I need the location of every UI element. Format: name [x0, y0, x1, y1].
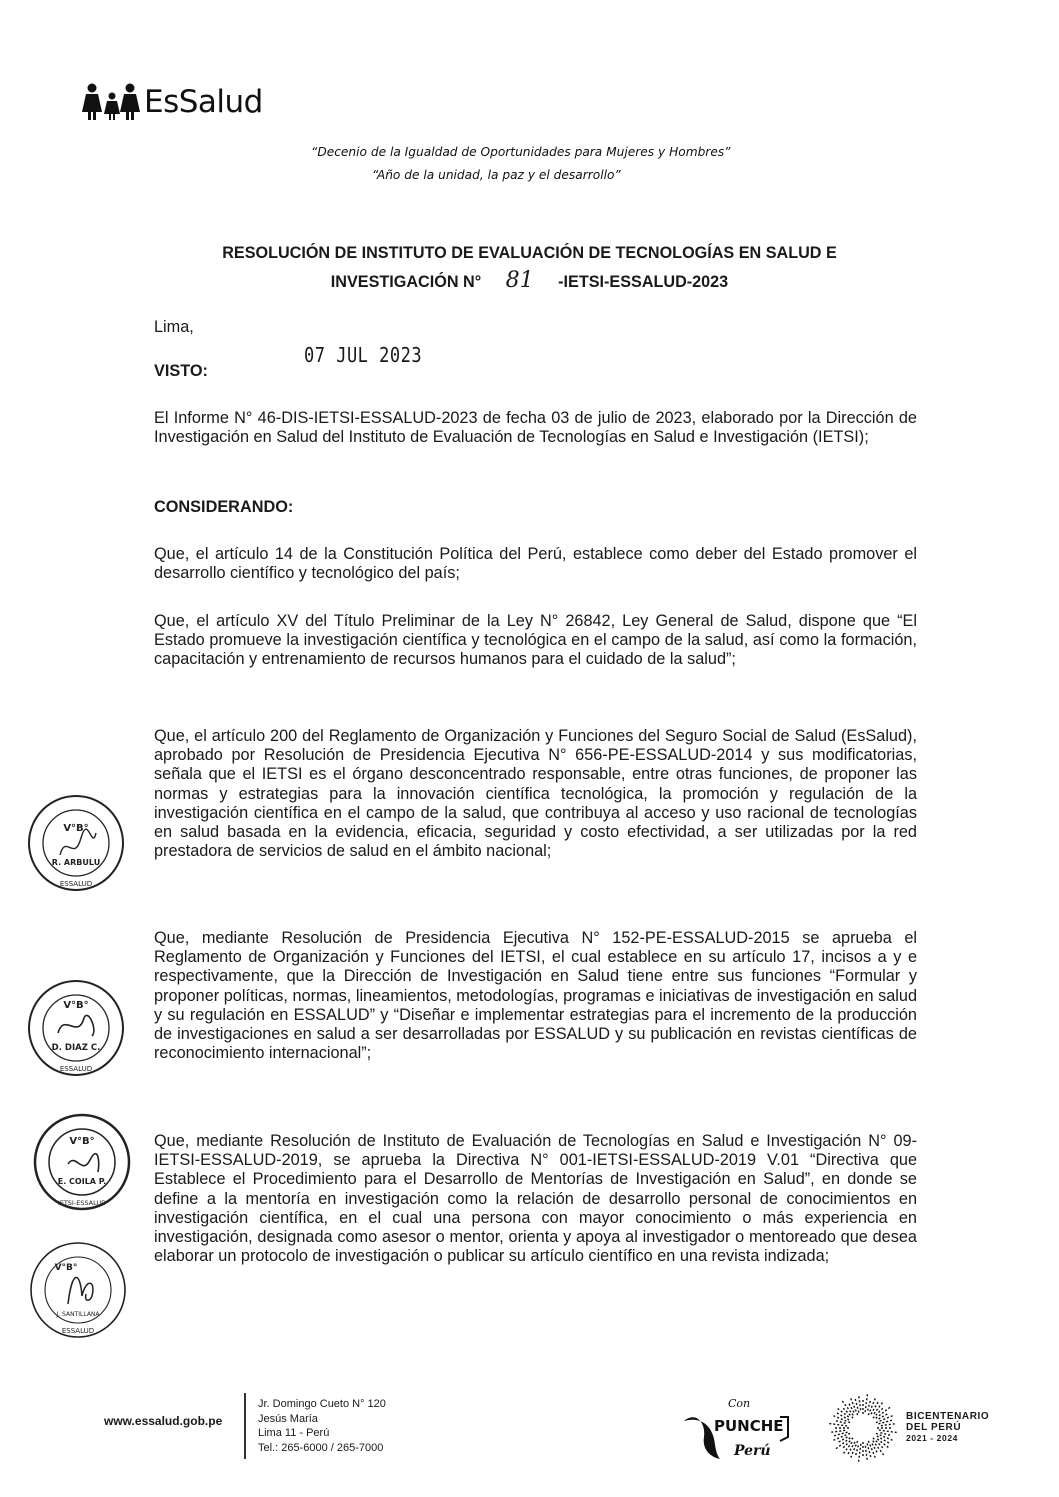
- date-stamp: 07 JUL 2023: [304, 344, 423, 368]
- visto-label: VISTO:: [154, 362, 208, 380]
- footer-address: [258, 1397, 386, 1455]
- bicentenario-line-1: BICENTENARIO: [906, 1411, 990, 1422]
- title-line-2: [0, 267, 1059, 296]
- slogan-decenio: “Decenio de la Igualdad de Oportunidades para Mujeres y Hombres”: [311, 145, 731, 159]
- address-line-4: Tel.: 265-6000 / 265-7000: [258, 1441, 384, 1454]
- considerando-label: CONSIDERANDO:: [154, 498, 294, 516]
- footer-website: www.essalud.gob.pe: [104, 1414, 223, 1428]
- campaign-small: Con: [728, 1397, 751, 1410]
- stamp-vb: V°B°: [63, 1000, 89, 1011]
- approval-stamp-diaz: [26, 978, 126, 1083]
- stamp-bottom: IETSI-ESSALUD: [57, 1199, 107, 1207]
- visto-text: El Informe N° 46-DIS-IETSI-ESSALUD-2023 de fecha 03 de julio de 2023, elaborado por la Dirección de Investigación en Salud del Instituto de Evaluación de Tecnologías en Salud e Investigación (IETSI);: [154, 409, 917, 447]
- paragraph-2: Que, el artículo XV del Título Preliminar de la Ley N° 26842, Ley General de Salud, dispone que “El Estado promueve la investigación científica y tecnológica en el campo de la salud, así como la formación, capacitación y entrenamiento de recursos humanos para el cuidado de la salud”;: [154, 612, 917, 669]
- address-line-1: Jr. Domingo Cueto N° 120: [258, 1398, 386, 1410]
- paragraph-1: Que, el artículo 14 de la Constitución Política del Perú, establece como deber del Estado promover el desarrollo científico y tecnológico del país;: [154, 545, 917, 583]
- bicentenario-line-3: 2021 - 2024: [906, 1433, 958, 1443]
- handwritten-resolution-number: 81: [505, 268, 534, 293]
- stamp-vb: V°B°: [63, 823, 89, 834]
- footer-divider: [244, 1393, 246, 1459]
- bicentenario-line-2: DEL PERÚ: [906, 1422, 962, 1433]
- title-line-1: RESOLUCIÓN DE INSTITUTO DE EVALUACIÓN DE TECNOLOGÍAS EN SALUD E: [222, 244, 837, 262]
- paragraph-4: Que, mediante Resolución de Presidencia Ejecutiva N° 152-PE-ESSALUD-2015 se aprueba el Reglamento de Organización y Funciones del IETSI, el cual establece en su artículo 17, incisos a y e respectivamente, que la Dirección de Investigación en Salud tiene entre sus funciones “Formular y proponer políticas, normas, lineamientos, metodologías, programas e iniciativas de investigación en salud y su regulación en ESSALUD” y “Diseñar e implementar estrategias para el incremento de la producción de investigaciones en salud a ser desarrolladas por ESSALUD y su publicación en revistas científicas de reconocimiento internacional”;: [154, 929, 917, 1063]
- resolution-title: [0, 240, 1059, 296]
- stamp-bottom: ESSALUD: [59, 880, 93, 888]
- title-prefix: INVESTIGACIÓN N°: [330, 273, 482, 291]
- family-figures-icon: [82, 82, 142, 120]
- address-line-2: Jesús María: [258, 1412, 318, 1425]
- stamp-bottom: ESSALUD: [59, 1065, 93, 1073]
- approval-stamp-coila: [32, 1112, 132, 1217]
- approval-stamp-santillana: [28, 1240, 128, 1345]
- place: Lima,: [154, 318, 194, 336]
- slogan-ano: “Año de la unidad, la paz y el desarrollo”: [372, 168, 621, 182]
- address-line-3: Lima 11 - Perú: [258, 1427, 330, 1439]
- con-punche-peru-logo: [676, 1393, 800, 1470]
- paragraph-5: Que, mediante Resolución de Instituto de Evaluación de Tecnologías en Salud e Investigación N° 09-IETSI-ESSALUD-2019, se aprueba la Directiva N° 001-IETSI-ESSALUD-2019 V.01 “Directiva que Establece el Procedimiento para el Desarrollo de Mentorías de Investigación en Salud”, en donde se define a la mentoría en investigación como la relación de desarrollo personal de conocimientos en investigación científica, en el cual una persona con mayor conocimiento o más experiencia en investigación, designada como asesor o mentor, orienta y apoya al investigador o mentoreado que desea elaborar un protocolo de investigación o publicar su artículo científico en una revista indizada;: [154, 1132, 917, 1266]
- stamp-name: D. DIAZ C.: [51, 1043, 101, 1053]
- stamp-bottom: ESSALUD: [61, 1327, 95, 1335]
- campaign-sub: Perú: [734, 1443, 771, 1459]
- title-suffix: -IETSI-ESSALUD-2023: [558, 273, 729, 291]
- stamp-vb: V°B°: [69, 1136, 95, 1147]
- stamp-name: E. COILA P.: [57, 1177, 107, 1186]
- bicentenario-sun-icon: [827, 1392, 899, 1469]
- bicentenario-text: [906, 1411, 989, 1444]
- essalud-logo: [82, 82, 263, 120]
- stamp-vb: V°B°: [54, 1263, 78, 1273]
- stamp-name: R. ARBULU: [51, 858, 101, 867]
- approval-stamp-arbulu: [26, 793, 126, 898]
- logo-text: EsSalud: [144, 84, 263, 120]
- campaign-main: PUNCHE: [714, 1417, 784, 1435]
- stamp-name: J. SANTILLANA: [56, 1311, 100, 1318]
- paragraph-3: Que, el artículo 200 del Reglamento de Organización y Funciones del Seguro Social de Salud (EsSalud), aprobado por Resolución de Presidencia Ejecutiva N° 656-PE-ESSALUD-2014 y sus modificatorias, señala que el IETSI es el órgano desconcentrado responsable, entre otras funciones, de proponer las normas y estrategias para la innovación científica tecnológica, la promoción y regulación de la investigación científica en el campo de la salud, que contribuya al acceso y uso racional de tecnologías en salud basada en la evidencia, eficacia, seguridad y costo efectividad, a ser utilizadas por la red prestadora de servicios de salud en el ámbito nacional;: [154, 727, 917, 861]
